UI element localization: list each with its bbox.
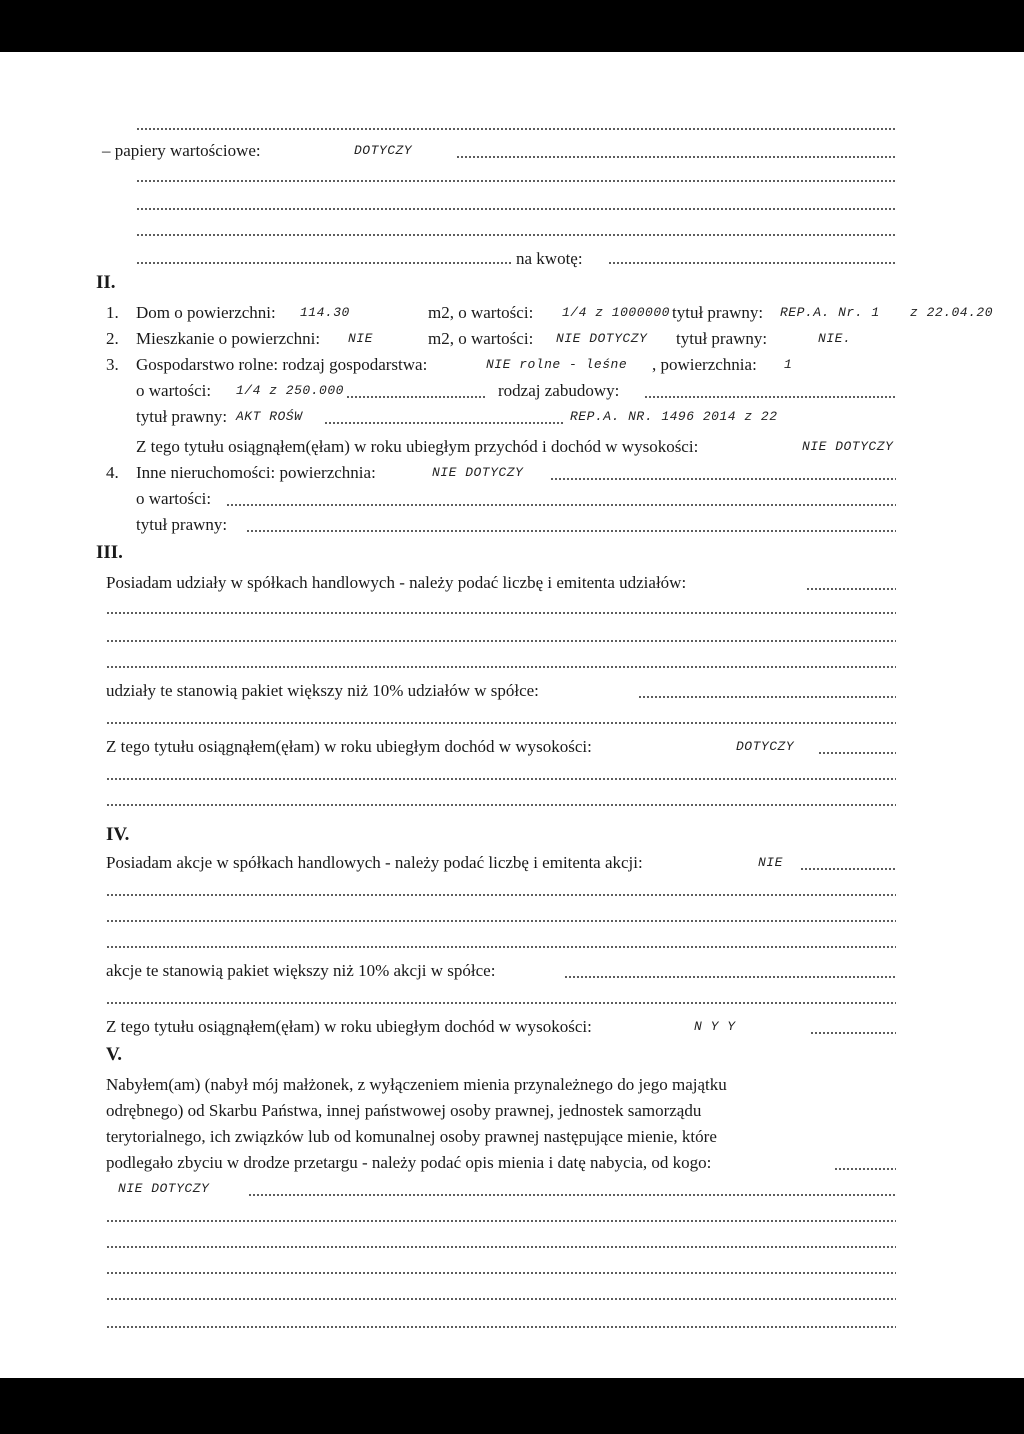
farm-title-value-2: REP.A. NR. 1496 2014 z 22 [570, 409, 778, 424]
shares-income-label: Z tego tytułu osiągnąłem(ęłam) w roku ubiegłym dochód w wysokości: [106, 737, 592, 756]
acquisition-text-3: terytorialnego, ich związków lub od komunalnej osoby prawnej następujące mienie, które [106, 1127, 717, 1146]
dotted-line [806, 588, 896, 590]
house-title-value: REP.A. Nr. 1 [780, 305, 880, 320]
stocks-income-label: Z tego tytułu osiągnąłem(ęłam) w roku ubiegłym dochód w wysokości: [106, 1017, 592, 1036]
dotted-line [106, 894, 896, 896]
item-number: 3. [106, 355, 119, 374]
house-value-label: m2, o wartości: [428, 303, 534, 322]
dotted-line [106, 1220, 896, 1222]
dotted-line [106, 640, 896, 642]
dotted-line [324, 422, 564, 424]
dotted-line [810, 1032, 896, 1034]
dotted-line [106, 612, 896, 614]
amount-label: na kwotę: [516, 249, 583, 268]
farm-title-label: tytuł prawny: [136, 407, 228, 426]
stocks-packet-label: akcje te stanowią pakiet większy niż 10% akcji w spółce: [106, 961, 496, 980]
acquisition-value: NIE DOTYCZY [118, 1181, 210, 1196]
dotted-line [136, 128, 896, 130]
dotted-line [818, 752, 896, 754]
farm-area-label: , powierzchnia: [652, 355, 757, 374]
dotted-line [800, 868, 896, 870]
dotted-line [106, 946, 896, 948]
other-title-label: tytuł prawny: [136, 515, 228, 534]
item-number: 4. [106, 463, 119, 482]
section-heading-ii: II. [96, 272, 116, 293]
acquisition-text-1: Nabyłem(am) (nabył mój małżonek, z wyłączeniem mienia przynależnego do jego majątku [106, 1075, 727, 1094]
dotted-line [550, 478, 896, 480]
flat-area-label: Mieszkanie o powierzchni: [136, 329, 321, 348]
dotted-line [106, 920, 896, 922]
farm-income-label: Z tego tytułu osiągnąłem(ęłam) w roku ubiegłym przychód i dochód w wysokości: [136, 437, 699, 456]
item-number: 2. [106, 329, 119, 348]
other-property-label: Inne nieruchomości: powierzchnia: [136, 463, 376, 482]
dotted-line [106, 1298, 896, 1300]
flat-value-label: m2, o wartości: [428, 329, 534, 348]
section-heading-iii: III. [96, 542, 123, 563]
stocks-income-value: N Y Y [694, 1019, 736, 1034]
dotted-line [106, 804, 896, 806]
farm-area-value: 1 [784, 357, 793, 372]
shares-packet-label: udziały te stanowią pakiet większy niż 10% udziałów w spółce: [106, 681, 539, 700]
dotted-line [834, 1168, 896, 1170]
farm-buildings-label: rodzaj zabudowy: [498, 381, 620, 400]
flat-value: NIE DOTYCZY [556, 331, 648, 346]
house-area-label: Dom o powierzchni: [136, 303, 276, 322]
dotted-line [564, 976, 896, 978]
securities-label: – papiery wartościowe: [102, 141, 261, 160]
flat-title-label: tytuł prawny: [676, 329, 768, 348]
shares-income-value: DOTYCZY [736, 739, 795, 754]
dotted-line [638, 696, 896, 698]
dotted-line [106, 1246, 896, 1248]
shares-label: Posiadam udziały w spółkach handlowych - należy podać liczbę i emitenta udziałów: [106, 573, 687, 592]
dotted-line [456, 156, 896, 158]
dotted-line [608, 262, 896, 264]
scan-border-bottom [0, 1378, 1024, 1434]
other-value-label: o wartości: [136, 489, 212, 508]
stocks-value: NIE [758, 855, 783, 870]
dotted-line [106, 1326, 896, 1328]
farm-type-label: Gospodarstwo rolne: rodzaj gospodarstwa: [136, 355, 428, 374]
other-property-value: NIE DOTYCZY [432, 465, 524, 480]
item-number: 1. [106, 303, 119, 322]
dotted-line [136, 262, 512, 264]
house-title-label: tytuł prawny: [672, 303, 764, 322]
dotted-line [106, 722, 896, 724]
dotted-line [346, 396, 486, 398]
flat-area-value: NIE [348, 331, 373, 346]
scan-border-top [0, 0, 1024, 52]
section-heading-iv: IV. [106, 824, 130, 845]
farm-value-label: o wartości: [136, 381, 212, 400]
dotted-line [136, 180, 896, 182]
section-heading-v: V. [106, 1044, 123, 1065]
securities-value: DOTYCZY [354, 143, 413, 158]
dotted-line [106, 1272, 896, 1274]
house-value: 1/4 z 1000000 [562, 305, 670, 320]
dotted-line [106, 778, 896, 780]
dotted-line [248, 1194, 896, 1196]
dotted-line [644, 396, 896, 398]
house-area-value: 114.30 [300, 305, 350, 320]
dotted-line [136, 234, 896, 236]
acquisition-text-2: odrębnego) od Skarbu Państwa, innej państwowej osoby prawnej, jednostek samorządu [106, 1101, 702, 1120]
acquisition-text-4: podlegało zbyciu w drodze przetargu - należy podać opis mienia i datę nabycia, od kogo: [106, 1153, 712, 1172]
stocks-label: Posiadam akcje w spółkach handlowych - należy podać liczbę i emitenta akcji: [106, 853, 643, 872]
farm-value: 1/4 z 250.000 [236, 383, 344, 398]
dotted-line [246, 530, 896, 532]
dotted-line [226, 504, 896, 506]
flat-title-value: NIE. [818, 331, 852, 346]
farm-type-value: NIE rolne - leśne [486, 357, 628, 372]
farm-income-value: NIE DOTYCZY [802, 439, 894, 454]
farm-title-value: AKT ROŚW [236, 409, 303, 424]
margin-note: z 22.04.20 [910, 305, 994, 320]
dotted-line [136, 208, 896, 210]
dotted-line [106, 666, 896, 668]
dotted-line [106, 1002, 896, 1004]
